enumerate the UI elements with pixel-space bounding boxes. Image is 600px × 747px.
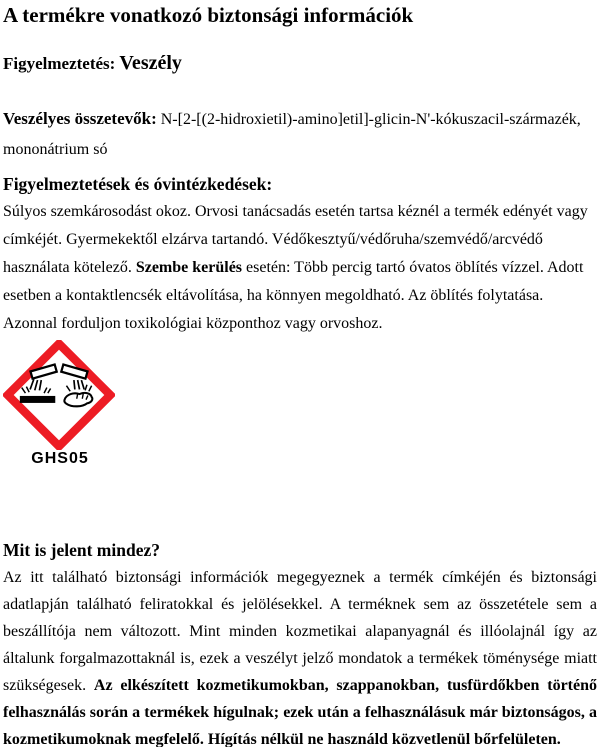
hazardous-ingredients-value: N-[2-[(2-hidroxietil)-amino]etil]-glicin-N'-kókuszacil-származék, mononátrium só (3, 111, 581, 158)
precautions-heading: Figyelmeztetések és óvintézkedések: (3, 174, 273, 194)
meaning-heading: Mit is jelent mindez? (3, 540, 160, 560)
signal-word-value: Veszély (119, 52, 182, 74)
meaning-paragraph: Az itt található biztonsági információk megegyeznek a termék címkéjén és biztonsági adatlapján található feliratokkal és jelölésekkel. A terméknek sem az összetétele sem a beszállítója nem változott. Mint minden kozmetikai alapanyagnál és illóolajnál így az általunk forgalmazottaknál is, ezek a veszélyt jelző mondatok a termékek töménysége miatt szükségesek. Az elkészített kozmetikumokban, szappanokban, tusfürdőkben történő felhasználás során a termékek hígulnak; ezek után a felhasználásuk már biztonságos, a kozmetikumoknak megfelelő. Hígítás nélkül ne használd közvetlenül bőrfelületen. (3, 569, 597, 747)
hazardous-ingredients-label: Veszélyes összetevők: (3, 109, 157, 128)
ghs05-pictogram (3, 340, 117, 467)
precautions-paragraph: Súlyos szemkárosodást okoz. Orvosi tanácsadás esetén tartsa kéznél a termék edényét vagy címkéjét. Gyermekektől elzárva tartandó. Védőkesztyű/védőruha/szemvédő/arcvédő használata kötelező. Szembe kerülés esetén: Több percig tartó óvatos öblítés vízzel. Adott esetben a kontaktlencsék eltávolítása, ha könnyen megoldható. Az öblítés folytatása. Azonnal forduljon toxikológiai központhoz vagy orvoshoz. (3, 203, 588, 332)
signal-word-label: Figyelmeztetés: (3, 54, 116, 73)
page-title: A termékre vonatkozó biztonsági információk (3, 3, 414, 27)
hazardous-ingredients-line (3, 104, 597, 165)
corrosion-pictogram-icon (3, 340, 115, 450)
ghs-code-label: GHS05 (31, 450, 89, 467)
signal-word-line (3, 51, 597, 77)
diamond-border (8, 344, 111, 447)
